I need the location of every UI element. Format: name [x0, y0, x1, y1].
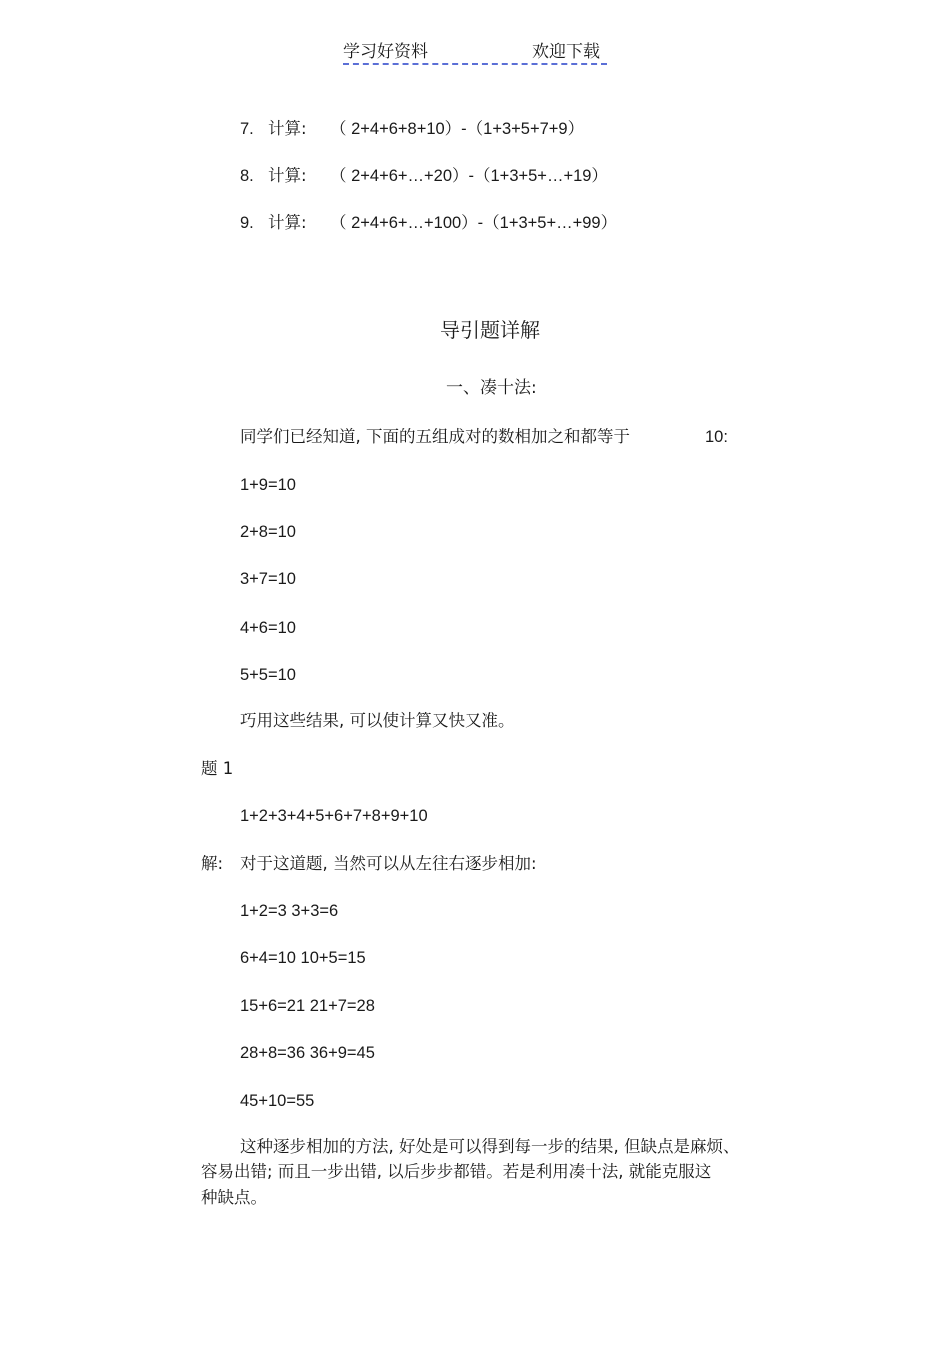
- header-left-text: 学习好资料: [343, 42, 428, 62]
- pair-5: 5+5=10: [240, 666, 296, 684]
- problem-7-number: 7.: [240, 120, 254, 138]
- problem-8-expression: （ 2+4+6+…+20）-（1+3+5+…+19）: [330, 167, 608, 185]
- intro-text: 同学们已经知道, 下面的五组成对的数相加之和都等于: [240, 427, 630, 446]
- problem-9-number: 9.: [240, 214, 254, 232]
- solution-step-3: 15+6=21 21+7=28: [240, 997, 375, 1015]
- solution-step-2: 6+4=10 10+5=15: [240, 949, 366, 967]
- solution-text: 对于这道题, 当然可以从左往右逐步相加:: [240, 854, 537, 873]
- header-right-text: 欢迎下载: [532, 42, 600, 62]
- header-underline: [343, 63, 607, 65]
- problem-7-label: 计算:: [268, 119, 307, 138]
- question-label: 题 1: [201, 759, 234, 778]
- problem-7-expression: （ 2+4+6+8+10）-（1+3+5+7+9）: [330, 120, 585, 138]
- problem-9-expression: （ 2+4+6+…+100）-（1+3+5+…+99）: [330, 214, 618, 232]
- conclusion-line-1: 这种逐步相加的方法, 好处是可以得到每一步的结果, 但缺点是麻烦、: [240, 1137, 740, 1156]
- conclusion-line-3: 种缺点。: [201, 1188, 267, 1207]
- conclusion-line-2: 容易出错; 而且一步出错, 以后步步都错。若是利用凑十法, 就能克服这: [201, 1162, 712, 1181]
- problem-8-number: 8.: [240, 167, 254, 185]
- question-expression: 1+2+3+4+5+6+7+8+9+10: [240, 807, 428, 825]
- pair-3: 3+7=10: [240, 570, 296, 588]
- pair-4: 4+6=10: [240, 619, 296, 637]
- tip-text: 巧用这些结果, 可以使计算又快又准。: [240, 711, 515, 730]
- solution-step-4: 28+8=36 36+9=45: [240, 1044, 375, 1062]
- pair-2: 2+8=10: [240, 523, 296, 541]
- solution-label: 解:: [201, 854, 224, 873]
- solution-step-5: 45+10=55: [240, 1092, 315, 1110]
- subsection-title: 一、凑十法:: [446, 378, 537, 398]
- section-title: 导引题详解: [440, 318, 540, 342]
- intro-value: 10:: [705, 428, 728, 446]
- pair-1: 1+9=10: [240, 476, 296, 494]
- problem-8-label: 计算:: [268, 166, 307, 185]
- problem-9-label: 计算:: [268, 213, 307, 232]
- solution-step-1: 1+2=3 3+3=6: [240, 902, 339, 920]
